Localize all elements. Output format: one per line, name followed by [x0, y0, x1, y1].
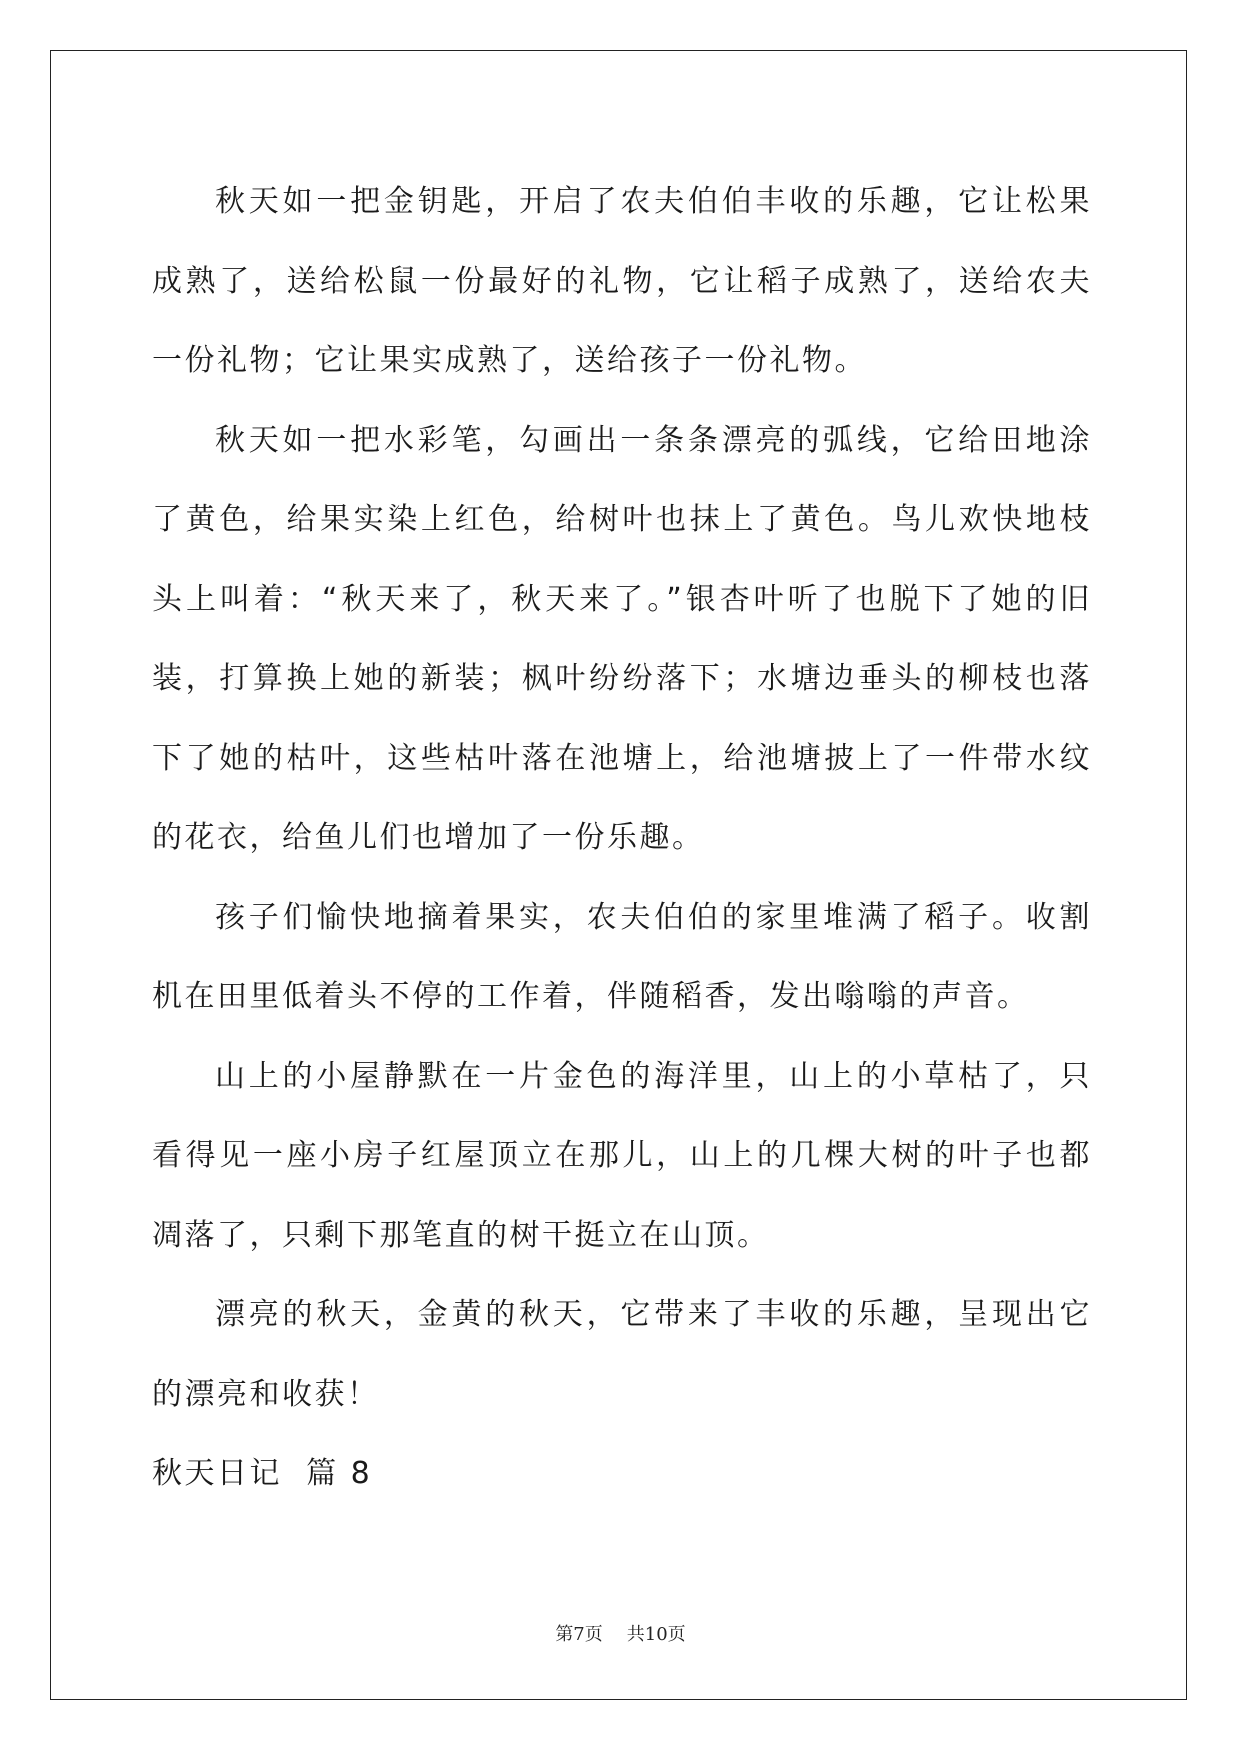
page-footer	[0, 1620, 1241, 1646]
paragraph-1: 秋天如一把金钥匙，开启了农夫伯伯丰收的乐趣，它让松果成熟了，送给松鼠一份最好的礼物，它让稻子成熟了，送给农夫一份礼物；它让果实成熟了，送给孩子一份礼物。	[152, 184, 1092, 378]
paragraph-5: 漂亮的秋天，金黄的秋天，它带来了丰收的乐趣，呈现出它的漂亮和收获！	[152, 1297, 1092, 1412]
paragraph-2: 秋天如一把水彩笔，勾画出一条条漂亮的弧线，它给田地涂了黄色，给果实染上红色，给树叶也抹上了黄色。鸟儿欢快地枝头上叫着：“秋天来了，秋天来了。”银杏叶听了也脱下了她的旧装，打算换上她的新装；枫叶纷纷落下；水塘边垂头的柳枝也落下了她的枯叶，这些枯叶落在池塘上，给池塘披上了一件带水纹的花衣，给鱼儿们也增加了一份乐趣。	[152, 422, 1092, 855]
page-number: 第7页	[555, 1624, 603, 1645]
paragraph-4: 山上的小屋静默在一片金色的海洋里，山上的小草枯了，只看得见一座小房子红屋顶立在那儿，山上的几棵大树的叶子也都凋落了，只剩下那笔直的树干挺立在山顶。	[152, 1058, 1092, 1253]
section-title: 秋天日记 篇 8	[152, 1456, 373, 1491]
page-total: 共10页	[626, 1624, 686, 1645]
paragraph-3: 孩子们愉快地摘着果实，农夫伯伯的家里堆满了稻子。收割机在田里低着头不停的工作着，伴随稻香，发出嗡嗡的声音。	[152, 899, 1092, 1014]
document-body	[152, 162, 1092, 1514]
